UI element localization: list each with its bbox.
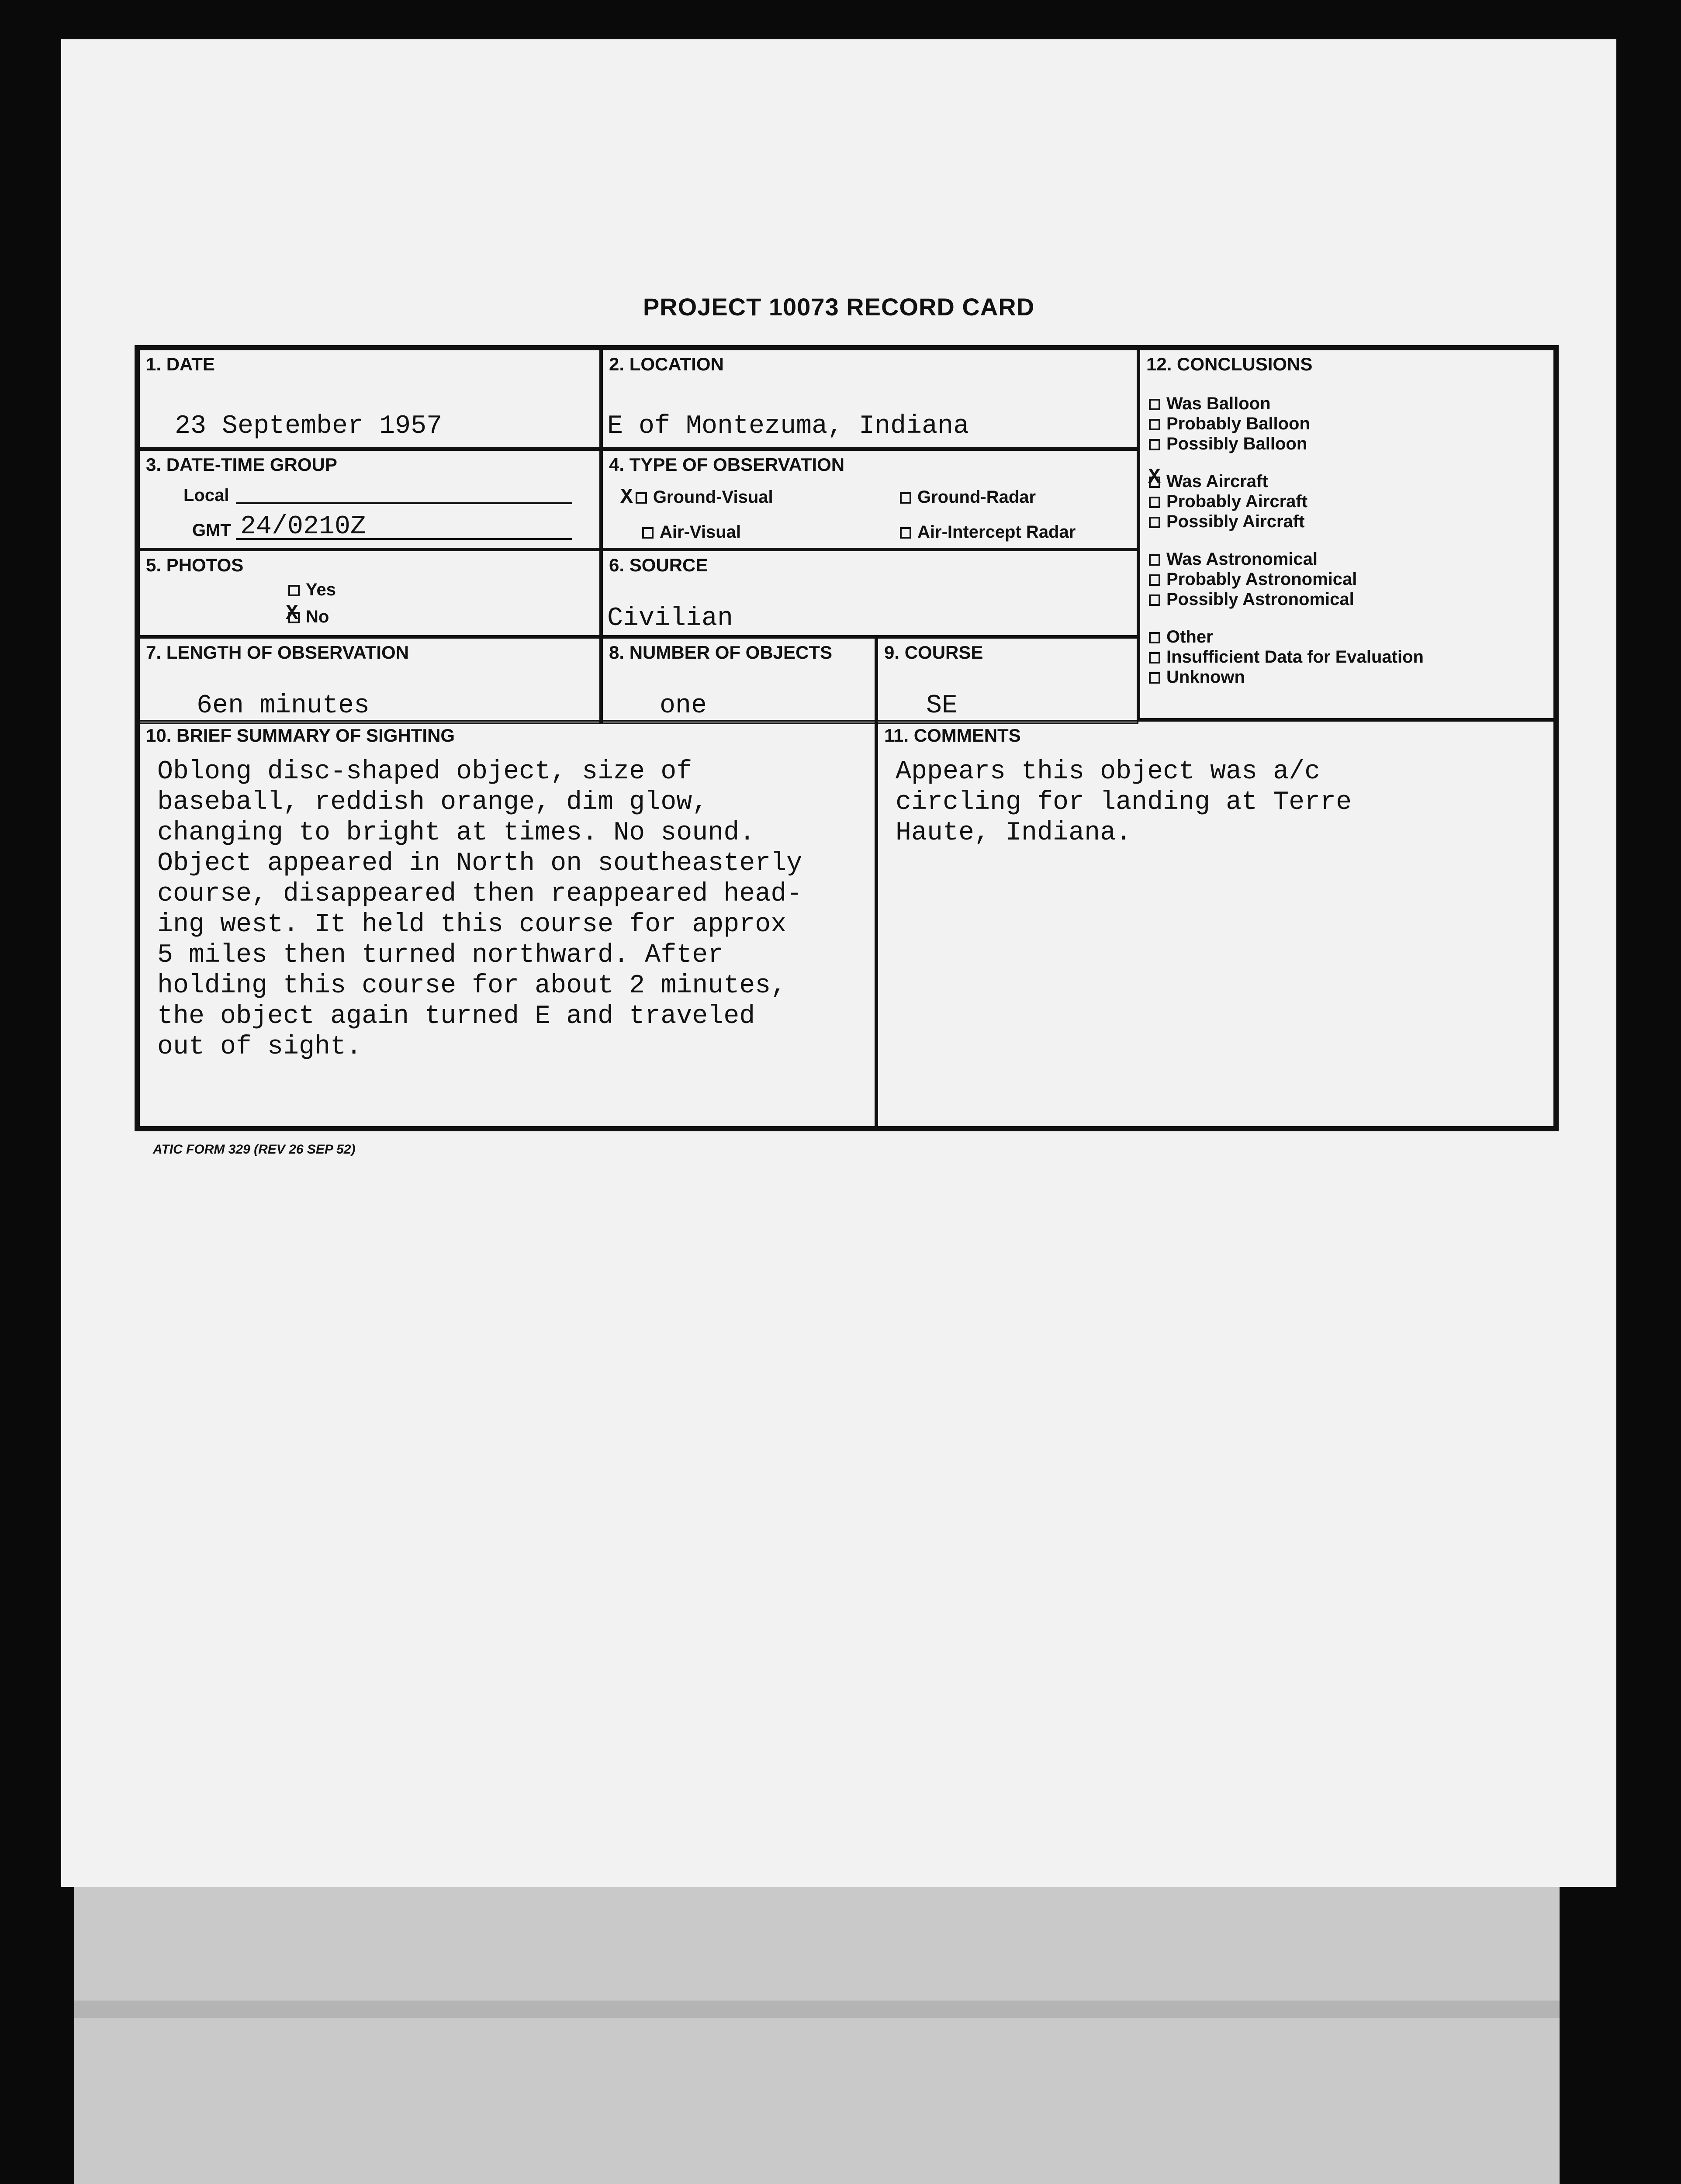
local-line [236, 502, 572, 504]
checkbox-icon [636, 492, 647, 504]
card-title: PROJECT 10073 RECORD CARD [643, 293, 1035, 321]
date-cell [138, 349, 601, 449]
conclusions-label: 12. CONCLUSIONS [1146, 354, 1313, 374]
conclusion-item [1149, 590, 1354, 609]
comments-label: 11. COMMENTS [884, 725, 1021, 746]
course-label: 9. COURSE [884, 642, 983, 663]
checkbox-icon [1149, 439, 1160, 450]
air-visual-label: Air-Visual [660, 522, 741, 542]
conclusion-item [1149, 549, 1318, 569]
checkbox-icon [1149, 632, 1160, 643]
checkbox-icon [1149, 652, 1160, 663]
date-time-group-cell [138, 449, 601, 549]
conclusion-item [1149, 414, 1310, 434]
checkbox-icon [1149, 399, 1160, 410]
option-photos-no [286, 602, 329, 627]
date-value: 23 September 1957 [175, 411, 443, 441]
option-ground-radar [900, 487, 1036, 507]
summary-line: baseball, reddish orange, dim glow, [157, 788, 708, 817]
option-air-intercept-radar [900, 522, 1076, 542]
conclusion-label: Was Astronomical [1166, 549, 1318, 569]
conclusion-label: Possibly Astronomical [1166, 590, 1354, 609]
checkbox-icon [1149, 574, 1160, 586]
conclusion-label: Other [1166, 627, 1213, 646]
source-value: Civilian [607, 604, 733, 633]
checked-mark: X [620, 486, 633, 509]
lower-sheet [74, 1887, 1560, 2184]
conclusion-label: Was Balloon [1166, 394, 1271, 413]
conclusion-item [1149, 492, 1307, 511]
summary-label: 10. BRIEF SUMMARY OF SIGHTING [146, 725, 455, 746]
summary-line: Oblong disc-shaped object, size of [157, 757, 692, 787]
gmt-line [236, 538, 572, 540]
photos-yes-label: Yes [306, 580, 336, 599]
summary-line: course, disappeared then reappeared head- [157, 879, 802, 909]
checkbox-icon [288, 585, 300, 596]
summary-text [157, 757, 802, 1062]
objects-label: 8. NUMBER OF OBJECTS [609, 642, 833, 663]
course-value: SE [926, 691, 958, 721]
conclusion-label: Probably Balloon [1166, 414, 1310, 433]
conclusion-label: Insufficient Data for Evaluation [1166, 647, 1424, 667]
checkbox-icon [1149, 594, 1160, 606]
conclusion-label: Was Aircraft [1166, 472, 1268, 491]
objects-cell [601, 637, 876, 724]
photos-cell [138, 549, 601, 637]
checkbox-icon [1149, 497, 1160, 508]
location-label: 2. LOCATION [609, 354, 724, 374]
photos-label: 5. PHOTOS [146, 555, 244, 575]
comments-line: Appears this object was a/c [896, 757, 1321, 787]
conclusion-item [1149, 434, 1307, 454]
photos-no-label: No [306, 607, 329, 626]
conclusion-item [1149, 647, 1424, 667]
observation-type-label: 4. TYPE OF OBSERVATION [609, 454, 845, 475]
summary-line: holding this course for about 2 minutes, [157, 971, 787, 1001]
comments-line: Haute, Indiana. [896, 818, 1132, 848]
conclusion-item [1149, 570, 1357, 589]
ground-visual-label: Ground-Visual [653, 487, 773, 507]
comments-text [896, 757, 1352, 848]
lower-sheet-band [74, 2001, 1560, 2018]
source-label: 6. SOURCE [609, 555, 708, 575]
length-value: 6en minutes [197, 691, 370, 721]
checked-mark: X [286, 602, 298, 625]
summary-line: out of sight. [157, 1032, 362, 1062]
comments-line: circling for landing at Terre [896, 788, 1352, 817]
summary-line: ing west. It held this course for approx [157, 910, 787, 940]
conclusion-item [1149, 394, 1271, 414]
checked-mark: X [1148, 466, 1161, 489]
option-air-visual [642, 522, 741, 542]
option-photos-yes [288, 580, 336, 600]
form-footer: ATIC FORM 329 (REV 26 SEP 52) [153, 1142, 356, 1157]
summary-line: Object appeared in North on southeasterly [157, 849, 802, 878]
conclusions-cell [1138, 349, 1555, 720]
summary-line: changing to bright at times. No sound. [157, 818, 755, 848]
source-cell [601, 549, 1138, 637]
conclusion-label: Probably Aircraft [1166, 492, 1308, 511]
course-cell [876, 637, 1138, 724]
gmt-value: 24/0210Z [240, 512, 367, 542]
conclusion-item [1148, 466, 1268, 491]
conclusion-label: Possibly Balloon [1166, 434, 1307, 453]
summary-line: the object again turned E and traveled [157, 1002, 755, 1031]
length-label: 7. LENGTH OF OBSERVATION [146, 642, 409, 663]
conclusion-item [1149, 627, 1213, 647]
conclusion-label: Possibly Aircraft [1166, 512, 1305, 531]
conclusion-item [1149, 667, 1245, 687]
date-time-group-label: 3. DATE-TIME GROUP [146, 454, 337, 475]
checkbox-icon [900, 492, 911, 504]
date-label: 1. DATE [146, 354, 215, 374]
option-ground-visual [620, 486, 773, 509]
objects-value: one [660, 691, 707, 721]
gmt-label: GMT [192, 521, 231, 540]
checkbox-icon [1149, 517, 1160, 528]
air-intercept-radar-label: Air-Intercept Radar [917, 522, 1076, 542]
checkbox-icon [1149, 554, 1160, 566]
location-value: E of Montezuma, Indiana [607, 411, 969, 441]
comments-cell [876, 720, 1555, 1128]
length-cell [138, 637, 601, 724]
checkbox-icon [900, 527, 911, 539]
summary-cell [138, 720, 876, 1128]
conclusion-label: Unknown [1166, 667, 1245, 687]
conclusion-label: Probably Astronomical [1166, 570, 1357, 589]
summary-line: 5 miles then turned northward. After [157, 940, 724, 970]
record-card-form [135, 345, 1559, 1131]
ground-radar-label: Ground-Radar [917, 487, 1036, 507]
checkbox-icon [1149, 419, 1160, 430]
local-label: Local [183, 486, 229, 505]
record-card-sheet [61, 39, 1616, 1887]
observation-type-cell [601, 449, 1138, 549]
conclusion-item [1149, 512, 1304, 532]
location-cell [601, 349, 1138, 449]
checkbox-icon [1149, 672, 1160, 684]
checkbox-icon [642, 527, 654, 539]
